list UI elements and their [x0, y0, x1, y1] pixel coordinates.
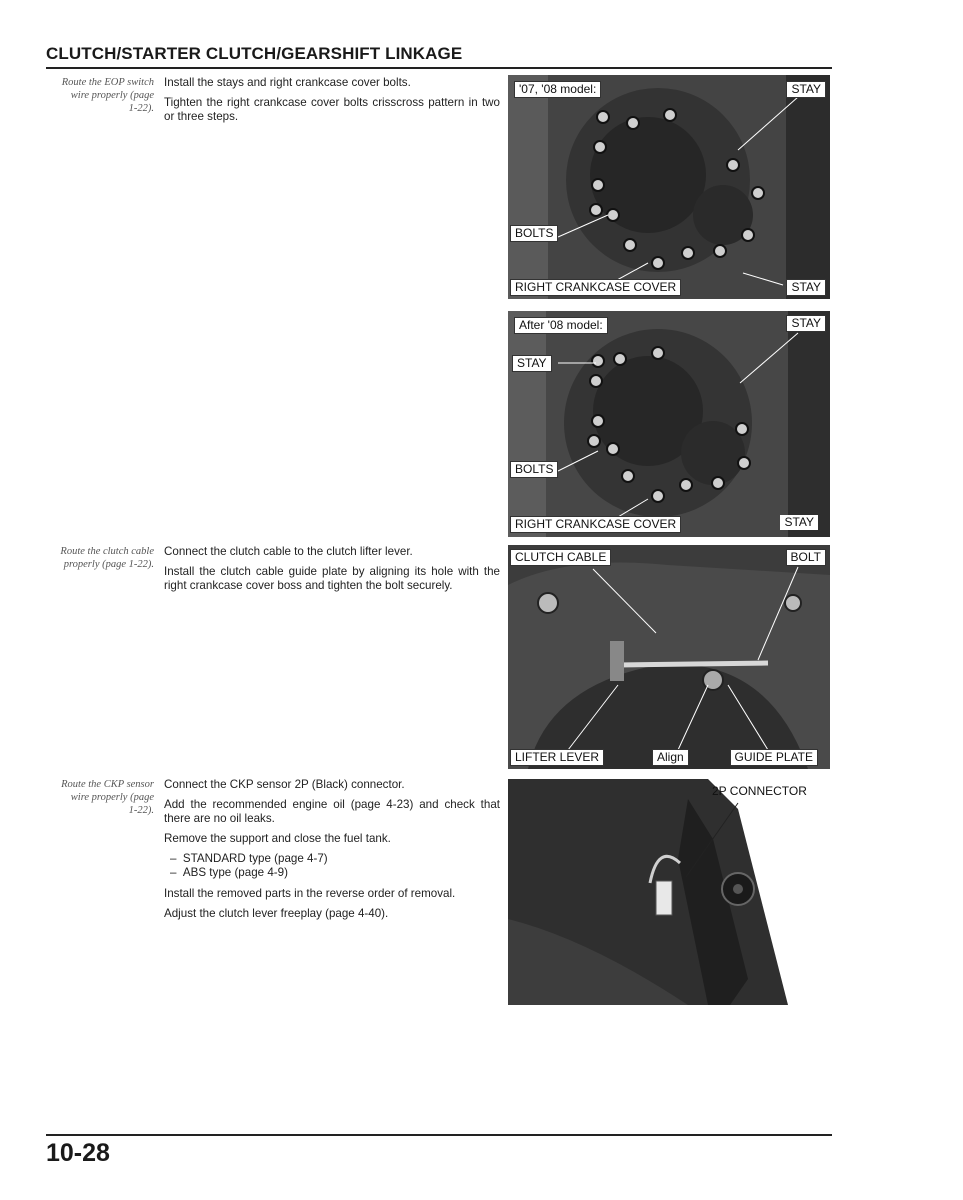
- fuel-tank-list: [164, 852, 500, 880]
- list-item: – STANDARD type (page 4-7): [170, 852, 328, 865]
- label-stay: STAY: [786, 81, 826, 98]
- page-number: 10-28: [46, 1139, 110, 1167]
- instruction-text: Install the stays and right crankcase cover bolts.: [164, 76, 411, 89]
- page-title: CLUTCH/STARTER CLUTCH/GEARSHIFT LINKAGE: [46, 44, 463, 63]
- instruction-text: Install the removed parts in the reverse order of removal.: [164, 887, 456, 900]
- label-guide-plate: GUIDE PLATE: [730, 749, 818, 766]
- instruction-text: Install the clutch cable guide plate by aligning its hole with the right crankcase cover boss and tighten the bolt securely.: [164, 565, 500, 592]
- footer-divider: [46, 1134, 832, 1136]
- label-model: '07, '08 model:: [514, 81, 601, 98]
- label-clutch-cable: CLUTCH CABLE: [510, 549, 611, 566]
- label-model: After '08 model:: [514, 317, 608, 334]
- label-lifter-lever: LIFTER LEVER: [510, 749, 604, 766]
- instruction-text: Remove the support and close the fuel tank.: [164, 832, 391, 845]
- label-bolts: BOLTS: [510, 461, 558, 478]
- label-right-crankcase-cover: RIGHT CRANKCASE COVER: [510, 516, 681, 533]
- instruction-block-3: [164, 778, 500, 927]
- instruction-block-2: [164, 545, 500, 599]
- side-note-clutch: Route the clutch cable properly (page 1-22).: [60, 546, 154, 570]
- photo-ckp-connector: [508, 779, 830, 1005]
- label-stay: STAY: [786, 315, 826, 332]
- title-divider: [46, 67, 832, 69]
- instruction-text: Tighten the right crankcase cover bolts crisscross pattern in two or three steps.: [164, 96, 500, 123]
- instruction-text: Connect the CKP sensor 2P (Black) connector.: [164, 778, 405, 791]
- label-align: Align: [652, 749, 689, 766]
- label-stay: STAY: [512, 355, 552, 372]
- side-note-eop: Route the EOP switch wire properly (page 1-22).: [61, 77, 154, 114]
- label-stay: STAY: [780, 515, 818, 530]
- label-2p-connector: 2P CONNECTOR: [712, 784, 807, 798]
- instruction-text: Add the recommended engine oil (page 4-23) and check that there are no oil leaks.: [164, 798, 500, 825]
- photo-crankcase-cover-0708: [508, 75, 830, 299]
- label-bolts: BOLTS: [510, 225, 558, 242]
- instruction-text: Connect the clutch cable to the clutch lifter lever.: [164, 545, 413, 558]
- instruction-block-1: [164, 76, 500, 130]
- list-item: – ABS type (page 4-9): [170, 866, 288, 879]
- photo-crankcase-cover-after-08: [508, 311, 830, 537]
- label-stay: STAY: [786, 279, 826, 296]
- label-bolt: BOLT: [786, 549, 826, 566]
- label-right-crankcase-cover: RIGHT CRANKCASE COVER: [510, 279, 681, 296]
- photo-clutch-cable: [508, 545, 830, 769]
- side-note-ckp: Route the CKP sensor wire properly (page 1-22).: [61, 779, 154, 816]
- instruction-text: Adjust the clutch lever freeplay (page 4-40).: [164, 907, 389, 920]
